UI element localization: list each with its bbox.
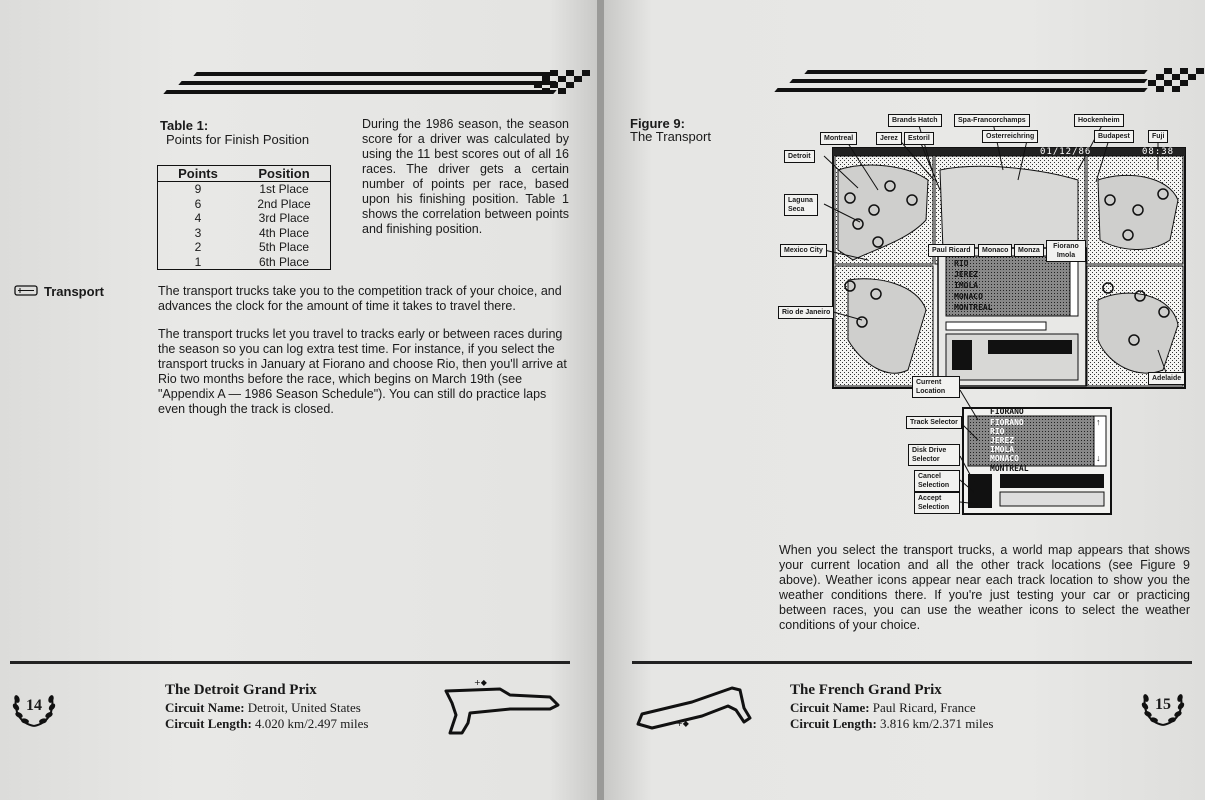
circuit-length-right: [790, 716, 993, 732]
circuit-name-label: Circuit Name:: [165, 700, 245, 715]
transport-figure: [778, 110, 1188, 520]
callout-hockenheim: Hockenheim: [1074, 114, 1124, 127]
callout-detroit: Detroit: [784, 150, 815, 163]
figure-subtitle: The Transport: [630, 129, 711, 144]
world-map-screen: [778, 110, 1188, 520]
page-number-right: 15: [1155, 696, 1171, 713]
scroll-down-icon[interactable]: ↓: [1096, 453, 1101, 463]
game-time: 08:38: [1142, 147, 1175, 157]
left-page: [0, 0, 598, 800]
detroit-circuit-map-icon: [440, 675, 570, 740]
circuit-length-value: 3.816 km/2.371 miles: [880, 716, 994, 731]
position-cell: 6th Place: [258, 254, 310, 269]
footer-title-right: The French Grand Prix: [790, 682, 942, 698]
circuit-name-label: Circuit Name:: [790, 700, 870, 715]
current-location-value: FIORANO: [990, 407, 1024, 416]
table-subtitle: Points for Finish Position: [166, 132, 310, 147]
callout-mexico-city: Mexico City: [780, 244, 827, 257]
checkered-flag-icon: [530, 68, 590, 98]
footer-title-left: The Detroit Grand Prix: [165, 682, 317, 698]
svg-text:+◆: +◆: [474, 678, 487, 687]
paul-ricard-circuit-map-icon: [632, 680, 762, 735]
list-item[interactable]: RIO: [990, 427, 1005, 436]
list-item: IMOLA: [954, 281, 979, 290]
points-cell: 1: [194, 254, 202, 269]
callout-disk-drive: Disk Drive Selector: [908, 444, 960, 466]
list-item: RIO: [954, 259, 969, 268]
circuit-name-value: Detroit, United States: [247, 700, 361, 715]
callout-fiorano-imola: Fiorano Imola: [1046, 240, 1086, 262]
points-cell: 4: [194, 211, 202, 225]
figure-title: Figure 9:: [630, 116, 685, 131]
circuit-name-left: [165, 700, 361, 716]
circuit-name-value: Paul Ricard, France: [872, 700, 976, 715]
season-scoring-paragraph: During the 1986 season, the season score for a driver was calculated by using the 11 best scores out of all 16 races. The driver gets a certain number of points per race, based upon his finishing position. Table 1 shows the correlation between points and finishing position.: [362, 117, 569, 236]
table-header-row: [158, 166, 330, 182]
callout-laguna-seca: Laguna Seca: [784, 194, 818, 216]
circuit-length-label: Circuit Length:: [165, 716, 252, 731]
page-number-left: 14: [26, 697, 42, 714]
callout-estoril: Estoril: [904, 132, 934, 145]
list-item: MONACO: [954, 292, 983, 301]
circuit-length-label: Circuit Length:: [790, 716, 877, 731]
position-cell: 1st Place: [259, 182, 309, 196]
transport-truck-icon: [14, 285, 38, 297]
header-points: Points: [178, 166, 218, 181]
points-cell: 9: [194, 182, 202, 196]
callout-montreal: Montreal: [820, 132, 857, 145]
track-selector-list[interactable]: [990, 418, 1024, 463]
callout-spa: Spa-Francorchamps: [954, 114, 1030, 127]
list-item[interactable]: IMOLA: [990, 445, 1015, 454]
checkered-flag-icon: [1144, 66, 1204, 96]
scroll-up-icon[interactable]: ↑: [1096, 417, 1101, 427]
list-item[interactable]: JEREZ: [990, 436, 1015, 445]
list-item[interactable]: MONTREAL: [990, 464, 1029, 473]
transport-paragraph-2: The transport trucks let you travel to tracks early or between races during the season so you can log extra test time. For instance, if you select the transport trucks in January at Fiorano and choose Rio, then you'll arrive at Rio two months before the race, which begins on March 19th (see "Appendix A — 1986 Season Schedule"). You can still do practice laps even though the track is closed.: [158, 327, 567, 416]
circuit-length-left: [165, 716, 368, 732]
position-cell: 3rd Place: [258, 211, 310, 225]
svg-text:+◆: +◆: [676, 719, 689, 728]
callout-brands-hatch: Brands Hatch: [888, 114, 942, 127]
list-item[interactable]: FIORANO: [990, 418, 1024, 427]
callout-monza: Monza: [1014, 244, 1044, 257]
table-title: Table 1:: [160, 118, 209, 133]
table-row: [158, 255, 330, 270]
callout-track-selector: Track Selector: [906, 416, 962, 429]
callout-jerez: Jerez: [876, 132, 902, 145]
list-item: JEREZ: [954, 270, 979, 279]
table-row: [158, 182, 330, 197]
callout-fuji: Fuji: [1148, 130, 1168, 143]
position-cell: 2nd Place: [257, 196, 311, 211]
list-item[interactable]: MONACO: [990, 454, 1019, 463]
callout-rio: Rio de Janeiro: [778, 306, 834, 319]
transport-paragraph-1: The transport trucks take you to the competition track of your choice, and advances the clock for the amount of time it takes to travel there.: [158, 284, 562, 313]
table-row: [158, 240, 330, 255]
map-track-list: [954, 258, 993, 313]
position-cell: 4th Place: [258, 225, 310, 240]
points-cell: 6: [194, 196, 202, 211]
callout-budapest: Budapest: [1094, 130, 1134, 143]
header-stripes-right: [776, 68, 1146, 98]
table-row: [158, 226, 330, 241]
callout-accept: Accept Selection: [914, 492, 960, 514]
transport-heading: Transport: [44, 284, 104, 299]
footer-divider-left: [10, 661, 570, 664]
game-date: 01/12/86: [1040, 147, 1092, 157]
table-row: [158, 211, 330, 226]
header-position: Position: [258, 166, 310, 181]
header-stripes-left: [165, 70, 555, 100]
circuit-name-right: [790, 700, 976, 716]
callout-adelaide: Adelaide: [1148, 372, 1185, 385]
table-row: [158, 197, 330, 212]
list-item: MONTREAL: [954, 303, 993, 312]
points-cell: 3: [194, 225, 202, 240]
points-cell: 2: [194, 240, 202, 254]
callout-osterreichring: Osterreichring: [982, 130, 1038, 143]
figure-description-paragraph: When you select the transport trucks, a world map appears that shows your current location and all the other track locations (see Figure 9 above). Weather icons appear near each track location to show you the weather conditions there. If you're just testing your car or practicing between races, you can use the weather icons to select the weather conditions of your choice.: [779, 543, 1190, 632]
position-cell: 5th Place: [258, 240, 310, 254]
callout-paul-ricard: Paul Ricard: [928, 244, 975, 257]
footer-divider-right: [632, 661, 1192, 664]
circuit-length-value: 4.020 km/2.497 miles: [255, 716, 369, 731]
points-table: [157, 165, 331, 270]
callout-monaco: Monaco: [978, 244, 1012, 257]
callout-current-location: Current Location: [912, 376, 960, 398]
callout-cancel: Cancel Selection: [914, 470, 960, 492]
